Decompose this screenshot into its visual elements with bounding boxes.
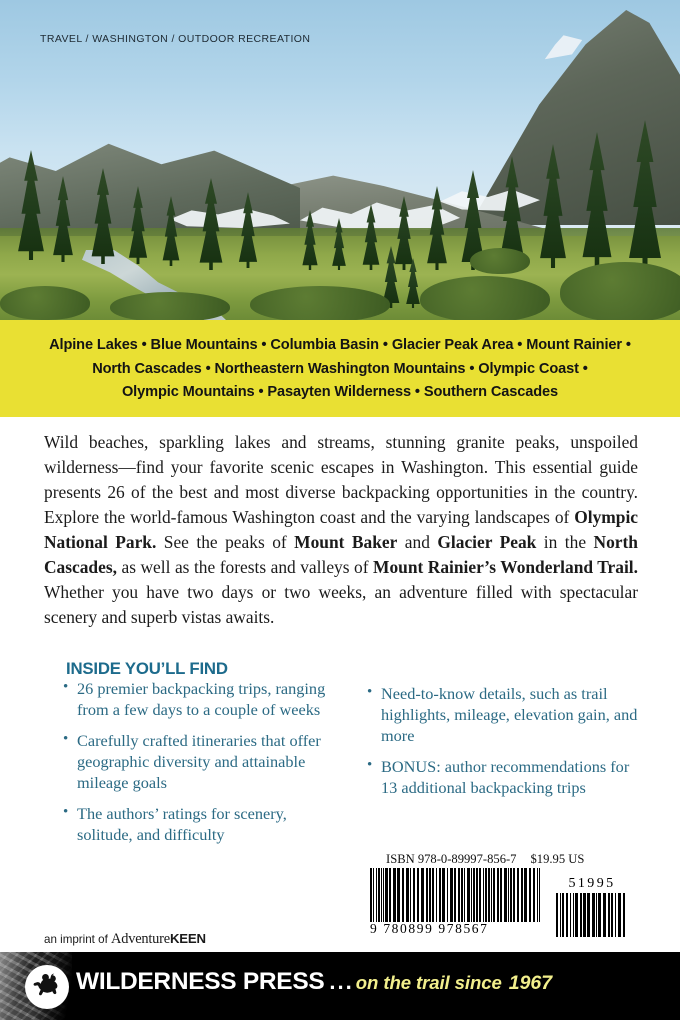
back-cover-blurb: [44, 430, 638, 631]
addon-barcode-bars: [556, 893, 628, 937]
shrub: [110, 292, 230, 320]
brand-tagline: on the trail since: [355, 972, 502, 993]
isbn-barcode: [370, 868, 542, 937]
category-kicker: TRAVEL / WASHINGTON / OUTDOOR RECREATION: [40, 33, 311, 45]
regions-band: [0, 320, 680, 417]
blurb-text: Wild beaches, sparkling lakes and streams, stunning granite peaks, unspoiled wilderness—find your favorite scenic escapes in Washington. This essential guide presents 26 of the best and most diverse backpacking opportunities in the country. Explore the world-famous Washington coast and the varying landscapes of: [44, 432, 638, 528]
inside-youll-find-heading: INSIDE YOU’LL FIND: [66, 659, 228, 678]
shrub: [0, 286, 90, 320]
blurb-text: See the peaks of: [156, 532, 295, 553]
blurb-emphasis: North Cascades,: [44, 532, 638, 578]
list-item: • Carefully crafted itineraries that offer geographic diversity and attainable mileage goals: [62, 731, 344, 794]
regions-line-1: Alpine Lakes • Blue Mountains • Columbia Basin • Glacier Peak Area • Mount Rainier •: [49, 337, 631, 354]
blurb-emphasis: Olympic National Park.: [44, 507, 638, 553]
isbn-price-line: [386, 852, 584, 867]
list-item: • The authors’ ratings for scenery, solitude, and difficulty: [62, 804, 344, 846]
blurb-text: in the: [536, 532, 594, 553]
feature-column-left: [62, 679, 344, 856]
regions-line-3: Olympic Mountains • Pasayten Wilderness • Southern Cascades: [121, 384, 559, 401]
shrub: [250, 286, 390, 320]
brand-ellipsis: ...: [329, 969, 354, 994]
isbn-number: ISBN 978-0-89997-856-7: [386, 852, 517, 866]
blurb-text: and: [397, 532, 438, 553]
shrub: [420, 276, 550, 320]
feature-column-right: [366, 679, 648, 856]
adventurekeen-adventure: Adventure: [111, 931, 170, 947]
blurb-emphasis: Glacier Peak: [437, 532, 537, 553]
brand-founded-year: 1967: [508, 972, 553, 994]
price-label: $19.95 US: [530, 852, 585, 866]
shrub: [470, 248, 530, 274]
price-addon-barcode: [556, 876, 628, 937]
barcode-bars: [370, 868, 542, 922]
blurb-emphasis: Mount Rainier’s Wonderland Trail.: [373, 557, 638, 578]
blurb-emphasis: Mount Baker: [294, 532, 398, 553]
hiker-silhouette-icon: [32, 971, 64, 1003]
imprint-prefix: an imprint of: [44, 933, 112, 946]
imprint-line: [44, 931, 206, 948]
blurb-text: as well as the forests and valleys of: [116, 557, 374, 578]
barcode-zone: [370, 868, 628, 937]
adventurekeen-keen: KEEN: [169, 931, 206, 946]
addon-digits: 51995: [568, 876, 616, 891]
barcode-digits: 9 780899 978567: [370, 921, 489, 936]
cover-photo: [0, 0, 680, 320]
list-item: • BONUS: author recommendations for 13 additional backpacking trips: [366, 757, 648, 799]
feature-columns: [62, 679, 648, 856]
regions-line-2: North Cascades • Northeastern Washington Mountains • Olympic Coast •: [92, 360, 588, 377]
list-item: • 26 premier backpacking trips, ranging from a few days to a couple of weeks: [62, 679, 344, 721]
footer-brand-lockup: [76, 968, 552, 996]
publisher-name: WILDERNESS PRESS: [76, 968, 325, 995]
list-item: • Need-to-know details, such as trail highlights, mileage, elevation gain, and more: [366, 684, 648, 747]
blurb-text: Whether you have two days or two weeks, an adventure filled with spectacular scenery and superb vistas awaits.: [44, 582, 638, 628]
shrub: [560, 262, 680, 320]
wilderness-press-logo: [25, 965, 69, 1009]
